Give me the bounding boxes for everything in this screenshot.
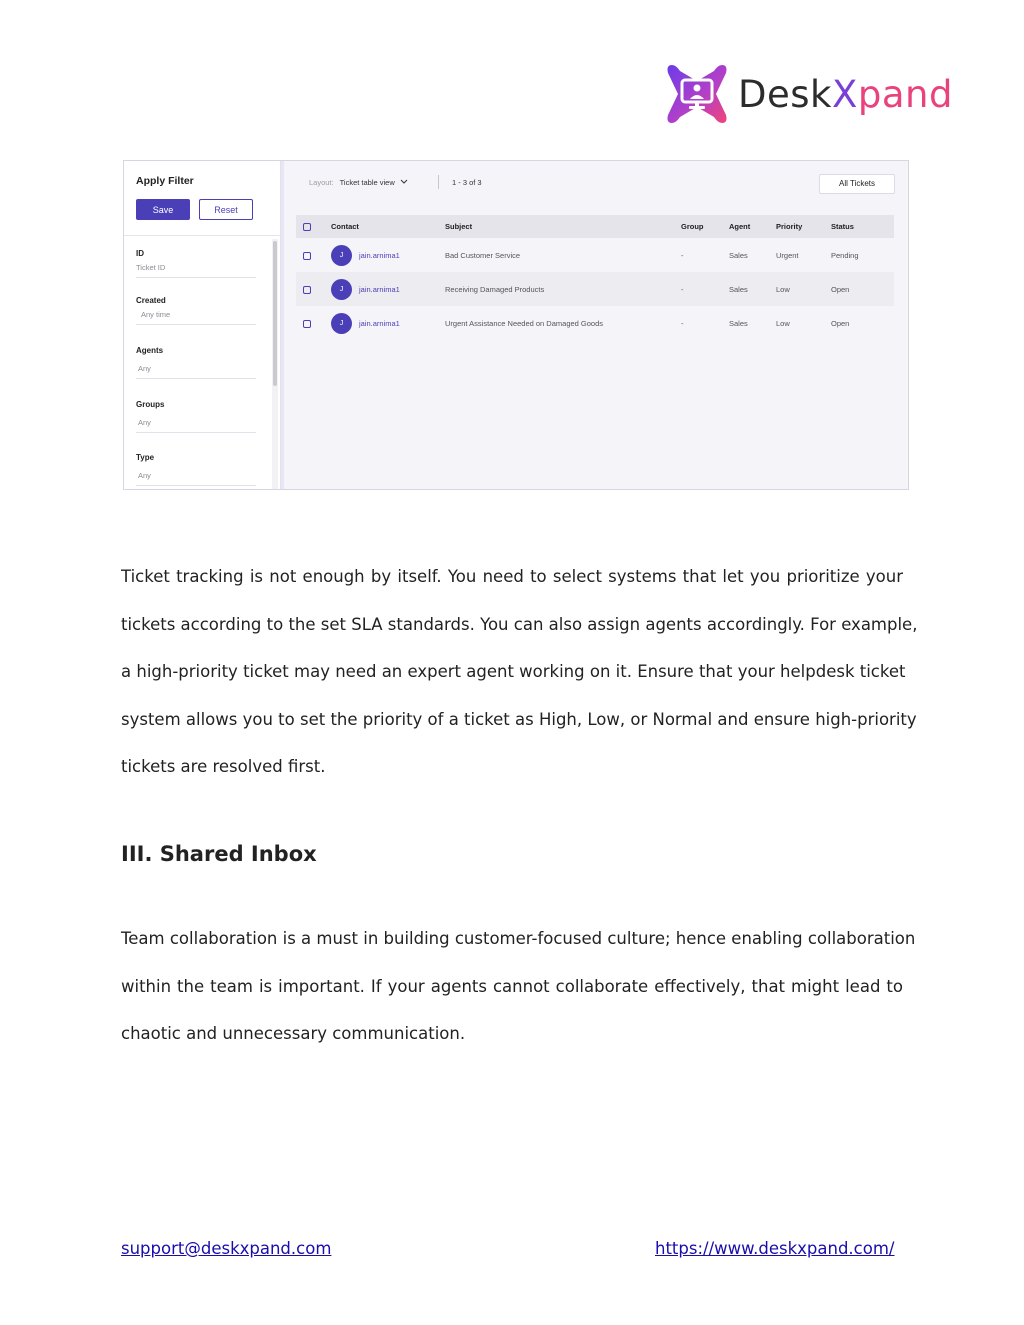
filter-panel: [124, 161, 281, 490]
subject-link[interactable]: Receiving Damaged Products: [445, 272, 681, 306]
column-header-status[interactable]: Status: [831, 215, 894, 238]
scrollbar-thumb[interactable]: [273, 241, 277, 386]
text-line: Ticket tracking is not enough by itself. You need to select systems that let you prioritize your: [121, 567, 903, 586]
layout-value: Ticket table view: [339, 178, 395, 187]
text-line: Team collaboration is a must in building customer-focused culture; hence enabling collaboration: [121, 929, 916, 948]
filter-label: Created: [136, 296, 166, 305]
filter-value: Any: [138, 364, 151, 373]
divider: [136, 324, 256, 325]
group-cell: -: [681, 250, 684, 260]
support-email-link[interactable]: support@deskxpand.com: [121, 1239, 332, 1258]
paragraph-shared-inbox: [121, 915, 916, 1058]
row-checkbox[interactable]: [303, 252, 311, 260]
filter-value: Ticket ID: [136, 263, 166, 272]
deskxpand-logo-icon: [664, 61, 730, 127]
column-header-contact[interactable]: Contact: [331, 215, 445, 238]
divider: [438, 175, 439, 189]
status-cell: Open: [831, 272, 894, 306]
row-checkbox[interactable]: [303, 286, 311, 294]
divider: [136, 277, 256, 278]
filter-title: Apply Filter: [136, 175, 194, 187]
filter-label: Groups: [136, 400, 165, 409]
text-line: tickets according to the set SLA standards. You can also assign agents accordingly. For example,: [121, 614, 918, 634]
reset-button[interactable]: Reset: [199, 199, 253, 220]
ticket-table: [296, 215, 894, 340]
column-header-subject[interactable]: Subject: [445, 215, 681, 238]
divider: [124, 235, 281, 236]
subject-link[interactable]: Bad Customer Service: [445, 250, 521, 260]
text-line: system allows you to set the priority of a ticket as High, Low, or Normal and ensure high-priority: [121, 709, 917, 729]
filter-type[interactable]: [136, 453, 256, 486]
text-line: chaotic and unnecessary communication.: [121, 1024, 466, 1044]
section-heading: III. Shared Inbox: [121, 842, 317, 866]
subject-link[interactable]: Urgent Assistance Needed on Damaged Goods: [445, 318, 604, 328]
contact-link[interactable]: jain.arnima1: [359, 250, 400, 260]
avatar: J: [331, 245, 352, 266]
table-row[interactable]: [296, 272, 894, 306]
contact-link[interactable]: jain.arnima1: [359, 284, 400, 294]
row-checkbox[interactable]: [303, 320, 311, 328]
ticket-count: 1 - 3 of 3: [452, 178, 482, 187]
filter-value: Any: [138, 418, 151, 427]
column-header-agent[interactable]: Agent: [729, 215, 776, 238]
agent-cell: Sales: [729, 318, 748, 328]
priority-cell: Urgent: [776, 250, 799, 260]
filter-agents[interactable]: [136, 346, 256, 379]
contact-link[interactable]: jain.arnima1: [359, 318, 400, 328]
filter-label: Type: [136, 453, 155, 462]
logo-wordmark: DeskXpand: [738, 72, 953, 116]
filter-value: Any time: [141, 310, 171, 319]
column-header-group[interactable]: Group: [681, 215, 729, 238]
divider: [136, 485, 256, 486]
save-button[interactable]: Save: [136, 199, 190, 220]
divider: [136, 432, 256, 433]
avatar: J: [331, 313, 352, 334]
deskxpand-logo: [664, 60, 953, 128]
priority-cell: Low: [776, 272, 831, 306]
filter-label: Agents: [136, 346, 164, 355]
layout-label: Layout:: [309, 178, 334, 187]
status-cell: Pending: [831, 250, 859, 260]
group-cell: -: [681, 272, 729, 306]
layout-selector[interactable]: [309, 178, 408, 187]
table-row[interactable]: [296, 238, 894, 272]
paragraph-ticket-prioritization: [121, 553, 918, 791]
ticket-list-screenshot: [123, 160, 909, 490]
select-all-checkbox[interactable]: [303, 223, 311, 231]
table-row[interactable]: [296, 306, 894, 340]
priority-cell: Low: [776, 318, 790, 328]
all-tickets-button[interactable]: All Tickets: [819, 174, 895, 194]
filter-id[interactable]: [136, 249, 256, 278]
filter-value: Any: [138, 471, 151, 480]
text-line: within the team is important. If your agents cannot collaborate effectively, that might lead to: [121, 976, 903, 996]
column-header-priority[interactable]: Priority: [776, 215, 831, 238]
status-cell: Open: [831, 318, 850, 328]
group-cell: -: [681, 318, 684, 328]
panel-edge: [281, 161, 284, 490]
divider: [136, 378, 256, 379]
chevron-down-icon: [400, 179, 408, 185]
filter-created[interactable]: [136, 296, 256, 325]
table-header-row: [296, 215, 894, 238]
filter-label: ID: [136, 249, 144, 258]
filter-groups[interactable]: [136, 400, 256, 433]
agent-cell: Sales: [729, 250, 748, 260]
text-line: tickets are resolved first.: [121, 757, 326, 777]
avatar: J: [331, 279, 352, 300]
text-line: a high-priority ticket may need an expert agent working on it. Ensure that your helpdesk ticket: [121, 662, 906, 682]
agent-cell: Sales: [729, 272, 776, 306]
website-link[interactable]: https://www.deskxpand.com/: [655, 1239, 895, 1258]
